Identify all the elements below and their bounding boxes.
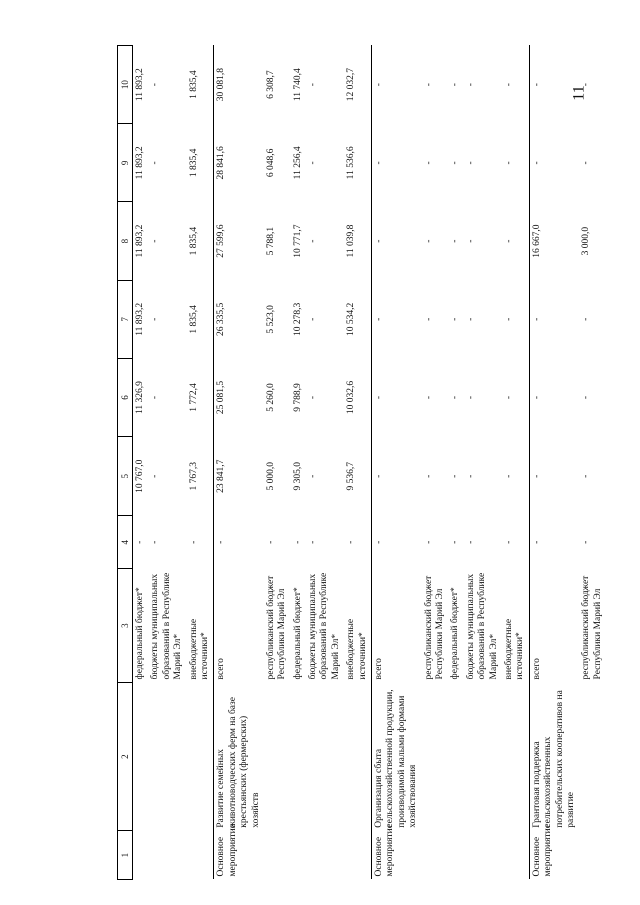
header-cell: 10 bbox=[118, 46, 133, 124]
header-cell: 1 bbox=[118, 831, 133, 880]
value-cell: 10 767,0 bbox=[135, 459, 145, 493]
value-cell: - bbox=[150, 83, 161, 87]
measure-type-cell bbox=[448, 831, 463, 880]
measure-name-cell bbox=[502, 682, 529, 830]
funding-source-cell: всего bbox=[529, 569, 579, 683]
table-row bbox=[464, 46, 502, 880]
value-cell: 27 599,6 bbox=[214, 202, 264, 280]
header-cell: 8 bbox=[118, 202, 133, 280]
value-cell: - bbox=[372, 516, 422, 569]
measure-name-cell bbox=[344, 682, 371, 830]
table-row bbox=[448, 46, 463, 880]
value-cell: - bbox=[308, 540, 319, 544]
measure-type-cell: Основное мероприятие bbox=[214, 831, 264, 880]
header-cell: 2 bbox=[118, 682, 133, 830]
value-cell: - bbox=[188, 540, 199, 544]
value-cell: - bbox=[529, 280, 579, 358]
value-cell: 9 788,9 bbox=[292, 383, 303, 412]
value-cell: 11 893,2 bbox=[135, 224, 145, 258]
measure-name-cell bbox=[187, 682, 214, 830]
measure-name-cell bbox=[579, 682, 606, 830]
value-cell: - bbox=[529, 358, 579, 436]
table-row bbox=[306, 46, 344, 880]
table-row bbox=[148, 46, 186, 880]
value-cell: - bbox=[503, 540, 514, 544]
header-cell: 3 bbox=[118, 569, 133, 683]
value-cell: - bbox=[465, 239, 476, 243]
value-cell: - bbox=[465, 395, 476, 400]
value-cell: 23 841,7 bbox=[214, 437, 264, 516]
value-cell: 1 767,3 bbox=[188, 462, 199, 491]
value-cell: - bbox=[529, 516, 579, 569]
value-cell: 1 772,4 bbox=[188, 383, 199, 412]
measure-name-cell bbox=[264, 682, 291, 830]
value-cell: - bbox=[503, 474, 514, 478]
funding-source-cell: федеральный бюджет* bbox=[450, 587, 461, 680]
value-cell: - bbox=[135, 540, 145, 544]
value-cell: 9 536,7 bbox=[346, 462, 357, 491]
value-cell: - bbox=[581, 317, 592, 321]
value-cell: 1 835,4 bbox=[188, 148, 199, 178]
value-cell: - bbox=[465, 474, 476, 478]
measure-name-cell bbox=[448, 682, 463, 830]
value-cell: 11 536,6 bbox=[346, 146, 357, 180]
table-row bbox=[529, 46, 579, 880]
value-cell: 25 081,5 bbox=[214, 358, 264, 436]
value-cell: - bbox=[150, 161, 161, 165]
value-cell: - bbox=[150, 395, 161, 400]
measure-type-cell bbox=[464, 831, 502, 880]
value-cell: - bbox=[529, 124, 579, 202]
measure-name-cell: Развитие семейных животноводческих ферм на базе крестьянских (фермерских) хозяйств bbox=[214, 682, 264, 830]
measure-type-cell bbox=[187, 831, 214, 880]
value-cell: 6 308,7 bbox=[265, 70, 276, 99]
measure-type-cell bbox=[502, 831, 529, 880]
measure-name-cell bbox=[464, 682, 502, 830]
financing-table bbox=[117, 45, 606, 880]
value-cell: - bbox=[308, 161, 319, 165]
value-cell: - bbox=[581, 540, 592, 544]
value-cell: 5 788,1 bbox=[265, 226, 276, 256]
value-cell: 11 893,2 bbox=[135, 302, 145, 336]
value-cell: - bbox=[423, 239, 434, 243]
value-cell: - bbox=[292, 540, 303, 544]
value-cell: 12 032,7 bbox=[346, 68, 357, 102]
funding-source-cell: всего bbox=[214, 569, 264, 683]
table-row bbox=[291, 46, 306, 880]
measure-name-cell bbox=[306, 682, 344, 830]
funding-source-cell: внебюджетные источники* bbox=[188, 618, 210, 680]
value-cell: - bbox=[372, 280, 422, 358]
value-cell: - bbox=[308, 474, 319, 478]
value-cell: - bbox=[450, 83, 461, 87]
table-row bbox=[187, 46, 214, 880]
value-cell: - bbox=[465, 540, 476, 544]
value-cell: - bbox=[503, 317, 514, 321]
value-cell: 11 039,8 bbox=[346, 224, 357, 258]
value-cell: - bbox=[372, 202, 422, 280]
value-cell: 11 893,2 bbox=[135, 146, 145, 180]
measure-type-cell bbox=[264, 831, 291, 880]
measure-type-cell bbox=[306, 831, 344, 880]
value-cell: - bbox=[529, 46, 579, 124]
funding-source-cell: республиканский бюджет Республики Марий Эл bbox=[423, 575, 445, 680]
value-cell: 16 667,0 bbox=[529, 202, 579, 280]
value-cell: - bbox=[503, 239, 514, 243]
value-cell: - bbox=[529, 437, 579, 516]
header-cell: 7 bbox=[118, 280, 133, 358]
funding-source-cell: всего bbox=[372, 569, 422, 683]
value-cell: 10 032,6 bbox=[346, 380, 357, 415]
value-cell: - bbox=[503, 83, 514, 87]
value-cell: 10 534,2 bbox=[346, 302, 357, 336]
value-cell: - bbox=[423, 161, 434, 165]
value-cell: 10 278,3 bbox=[292, 302, 303, 336]
measure-type-cell bbox=[133, 831, 149, 880]
measure-type-cell bbox=[422, 831, 449, 880]
value-cell: - bbox=[308, 317, 319, 321]
rotated-table-container bbox=[117, 45, 639, 880]
table-row bbox=[579, 46, 606, 880]
value-cell: - bbox=[150, 474, 161, 478]
value-cell: - bbox=[423, 395, 434, 400]
value-cell: - bbox=[423, 474, 434, 478]
value-cell: - bbox=[308, 395, 319, 400]
value-cell: - bbox=[150, 540, 161, 544]
value-cell: 1 835,4 bbox=[188, 305, 199, 334]
value-cell: - bbox=[423, 540, 434, 544]
measure-type-cell: Основное мероприятие bbox=[529, 831, 579, 880]
funding-source-cell: внебюджетные источники* bbox=[346, 618, 368, 680]
measure-name-cell bbox=[133, 682, 149, 830]
table-row bbox=[422, 46, 449, 880]
value-cell: - bbox=[450, 540, 461, 544]
header-cell: 6 bbox=[118, 358, 133, 436]
measure-type-cell: Основное мероприятие bbox=[372, 831, 422, 880]
value-cell: - bbox=[150, 239, 161, 243]
value-cell: 5 523,0 bbox=[265, 305, 276, 334]
value-cell: - bbox=[450, 317, 461, 321]
header-cell: 5 bbox=[118, 437, 133, 516]
value-cell: 6 048,6 bbox=[265, 148, 276, 178]
header-cell: 4 bbox=[118, 516, 133, 569]
value-cell: - bbox=[450, 474, 461, 478]
value-cell: - bbox=[465, 161, 476, 165]
measure-type-cell bbox=[344, 831, 371, 880]
header-cell: 9 bbox=[118, 124, 133, 202]
table-row bbox=[502, 46, 529, 880]
page-number: 11 bbox=[570, 85, 588, 101]
value-cell: - bbox=[581, 395, 592, 400]
value-cell: - bbox=[450, 161, 461, 165]
funding-source-cell: республиканский бюджет Республики Марий Эл bbox=[581, 575, 603, 680]
value-cell: 28 841,6 bbox=[214, 124, 264, 202]
funding-source-cell: внебюджетные источники* bbox=[503, 618, 526, 680]
value-cell: - bbox=[214, 516, 264, 569]
measure-type-cell bbox=[148, 831, 186, 880]
value-cell: 11 893,2 bbox=[135, 68, 145, 102]
value-cell: - bbox=[465, 317, 476, 321]
value-cell: - bbox=[423, 83, 434, 87]
value-cell: 5 000,0 bbox=[265, 462, 276, 491]
value-cell: 11 740,4 bbox=[292, 68, 303, 102]
value-cell: 11 256,4 bbox=[292, 146, 303, 180]
table-row bbox=[214, 46, 264, 880]
value-cell: - bbox=[346, 540, 357, 544]
value-cell: - bbox=[372, 124, 422, 202]
funding-source-cell: бюджеты муниципальных образований в Республике Марий Эл* bbox=[465, 572, 499, 680]
measure-name-cell: Организация сбыта сельскохозяйственной продукции, производимой малыми формами хозяйствования bbox=[372, 682, 422, 830]
measure-type-cell bbox=[579, 831, 606, 880]
value-cell: - bbox=[308, 83, 319, 87]
table-row bbox=[133, 46, 149, 880]
value-cell: - bbox=[423, 317, 434, 321]
value-cell: 10 771,7 bbox=[292, 224, 303, 258]
funding-source-cell: республиканский бюджет Республики Марий Эл bbox=[265, 575, 288, 680]
table-body bbox=[133, 46, 607, 880]
value-cell: - bbox=[308, 239, 319, 243]
measure-name-cell: Грантовая поддержка сельскохозяйственных потребительских кооперативов на развитие bbox=[529, 682, 579, 830]
funding-source-cell: федеральный бюджет* bbox=[135, 587, 145, 680]
funding-source-cell: бюджеты муниципальных образований в Республике Марий Эл* bbox=[308, 572, 341, 680]
table-row bbox=[264, 46, 291, 880]
value-cell: - bbox=[465, 83, 476, 87]
value-cell: 26 335,5 bbox=[214, 280, 264, 358]
value-cell: - bbox=[150, 317, 161, 321]
value-cell: - bbox=[581, 83, 592, 87]
funding-source-cell: федеральный бюджет* bbox=[292, 587, 303, 680]
table-row bbox=[372, 46, 422, 880]
value-cell: 11 326,9 bbox=[135, 381, 145, 414]
value-cell: - bbox=[265, 540, 276, 544]
value-cell: 30 081,8 bbox=[214, 46, 264, 124]
table-row bbox=[344, 46, 371, 880]
value-cell: - bbox=[450, 239, 461, 243]
value-cell: 9 305,0 bbox=[292, 462, 303, 491]
value-cell: - bbox=[450, 395, 461, 400]
value-cell: - bbox=[503, 395, 514, 400]
value-cell: 5 260,0 bbox=[265, 383, 276, 412]
value-cell: 1 835,4 bbox=[188, 226, 199, 256]
value-cell: - bbox=[372, 437, 422, 516]
value-cell: - bbox=[503, 161, 514, 165]
measure-name-cell bbox=[422, 682, 449, 830]
value-cell: 3 000,0 bbox=[581, 226, 592, 256]
value-cell: 1 835,4 bbox=[188, 70, 199, 99]
value-cell: - bbox=[581, 161, 592, 165]
header-row bbox=[118, 46, 133, 880]
value-cell: - bbox=[581, 474, 592, 478]
measure-type-cell bbox=[291, 831, 306, 880]
measure-name-cell bbox=[291, 682, 306, 830]
funding-source-cell: бюджеты муниципальных образований в Республике Марий Эл* bbox=[150, 572, 184, 680]
value-cell: - bbox=[372, 358, 422, 436]
measure-name-cell bbox=[148, 682, 186, 830]
value-cell: - bbox=[372, 46, 422, 124]
